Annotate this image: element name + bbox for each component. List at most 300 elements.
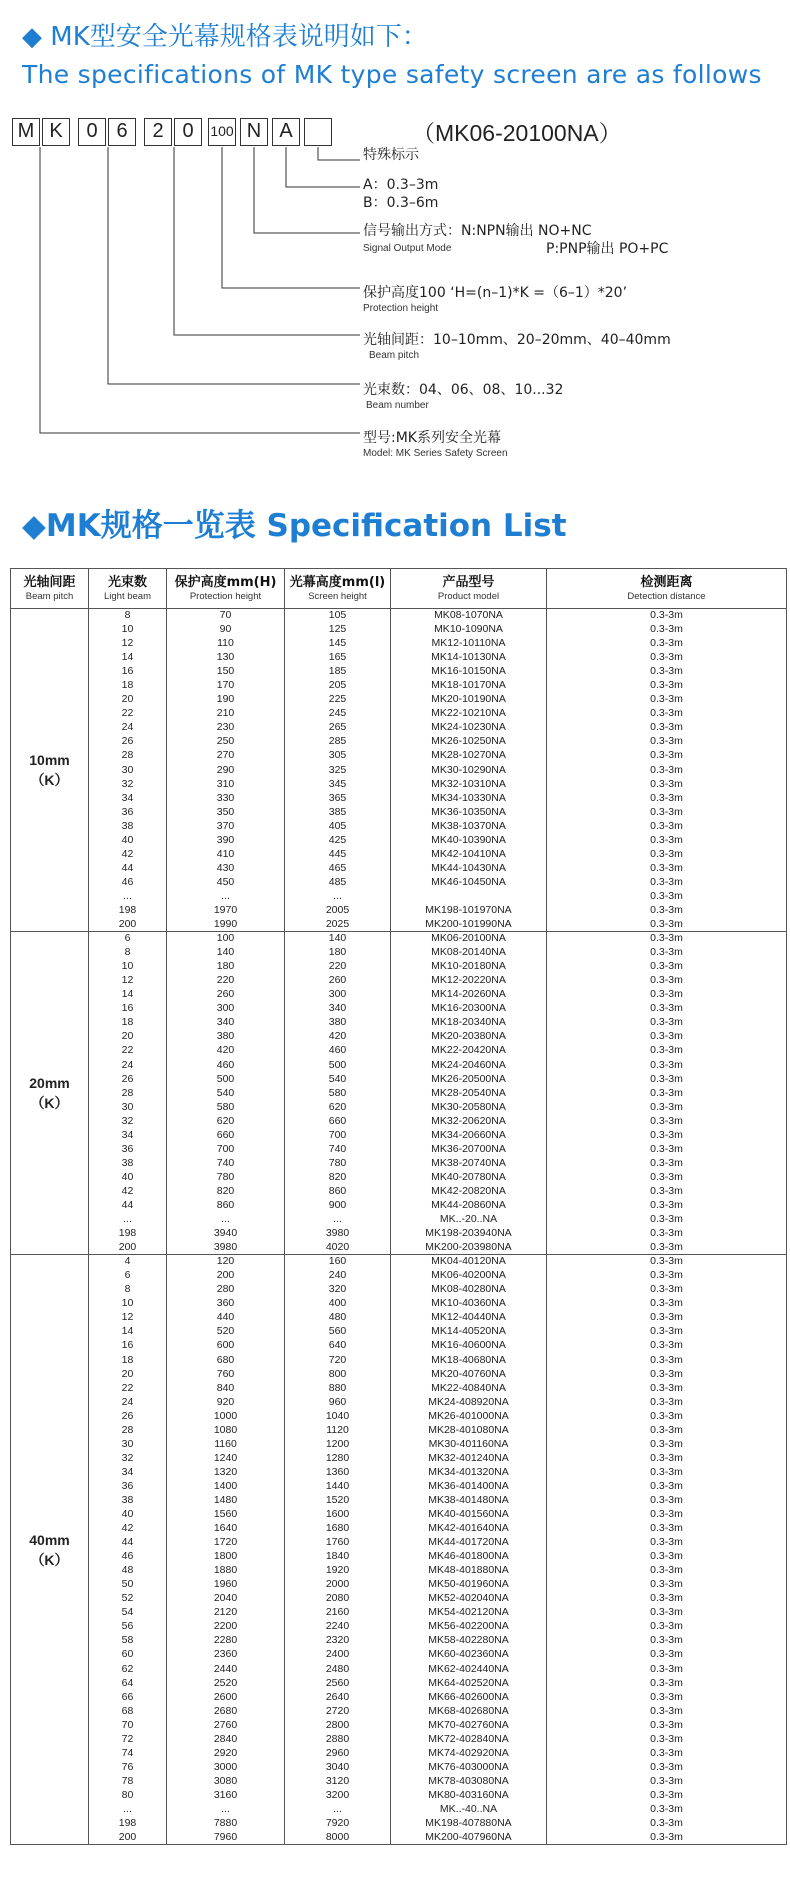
cell-screen: 740: [285, 1142, 391, 1156]
cell-protection: 1720: [167, 1536, 285, 1550]
cell-distance: 0.3-3m: [547, 1648, 787, 1662]
cell-beams: 30: [89, 763, 167, 777]
cell-distance: 0.3-3m: [547, 679, 787, 693]
table-row: [11, 609, 787, 623]
cell-distance: 0.3-3m: [547, 974, 787, 988]
cell-distance: 0.3-3m: [547, 1662, 787, 1676]
cell-distance: 0.3-3m: [547, 735, 787, 749]
table-row: [11, 1451, 787, 1465]
cell-model: MK60-402360NA: [391, 1648, 547, 1662]
code-box-3: 0: [78, 118, 106, 146]
label-output: 信号输出方式：N:NPN输出 NO+NC: [363, 223, 592, 239]
table-row: [11, 1367, 787, 1381]
cell-distance: 0.3-3m: [547, 1367, 787, 1381]
label-height: 保护高度100 ‘H=(n–1)*K =（6–1）*20’: [363, 285, 628, 301]
cell-model: MK42-401640NA: [391, 1522, 547, 1536]
table-row: [11, 1269, 787, 1283]
table-row: [11, 1465, 787, 1479]
cell-distance: 0.3-3m: [547, 1128, 787, 1142]
table-row: [11, 1479, 787, 1493]
cell-model: MK08-1070NA: [391, 609, 547, 623]
cell-model: MK64-402520NA: [391, 1676, 547, 1690]
cell-protection: 120: [167, 1255, 285, 1269]
table-row: [11, 1044, 787, 1058]
cell-beams: 28: [89, 749, 167, 763]
cell-distance: 0.3-3m: [547, 651, 787, 665]
cell-screen: 240: [285, 1269, 391, 1283]
cell-distance: 0.3-3m: [547, 946, 787, 960]
table-row: [11, 875, 787, 889]
cell-protection: 340: [167, 1016, 285, 1030]
cell-distance: 0.3-3m: [547, 1339, 787, 1353]
cell-model: MK36-20700NA: [391, 1142, 547, 1156]
cell-protection: 1320: [167, 1465, 285, 1479]
cell-beams: 20: [89, 1367, 167, 1381]
cell-model: [391, 889, 547, 903]
table-row: [11, 1227, 787, 1241]
cell-model: MK68-402680NA: [391, 1704, 547, 1718]
line-model: [40, 147, 360, 433]
cell-protection: 1240: [167, 1451, 285, 1465]
cell-beams: 30: [89, 1100, 167, 1114]
cell-beams: 42: [89, 1522, 167, 1536]
col-header-distance: 检测距离 Detection distance: [547, 569, 787, 609]
cell-screen: 580: [285, 1086, 391, 1100]
cell-beams: 68: [89, 1704, 167, 1718]
cell-protection: 440: [167, 1311, 285, 1325]
table-row: [11, 1493, 787, 1507]
table-row: [11, 903, 787, 917]
table-row: [11, 735, 787, 749]
cell-model: MK38-401480NA: [391, 1493, 547, 1507]
cell-screen: 485: [285, 875, 391, 889]
cell-beams: 12: [89, 1311, 167, 1325]
table-row: [11, 847, 787, 861]
cell-beams: 50: [89, 1578, 167, 1592]
cell-beams: 52: [89, 1592, 167, 1606]
cell-distance: 0.3-3m: [547, 1227, 787, 1241]
table-row: [11, 819, 787, 833]
cell-screen: 860: [285, 1184, 391, 1198]
cell-screen: 160: [285, 1255, 391, 1269]
cell-model: MK14-20260NA: [391, 988, 547, 1002]
table-row: [11, 623, 787, 637]
table-row: [11, 1395, 787, 1409]
cell-screen: 2960: [285, 1746, 391, 1760]
table-row: [11, 1536, 787, 1550]
table-row: [11, 777, 787, 791]
cell-model: MK46-10450NA: [391, 875, 547, 889]
cell-protection: 280: [167, 1283, 285, 1297]
table-row: [11, 1578, 787, 1592]
cell-screen: 820: [285, 1170, 391, 1184]
group-pitch-cell: [11, 609, 89, 932]
cell-screen: 325: [285, 763, 391, 777]
cell-beams: 60: [89, 1648, 167, 1662]
cell-screen: 1280: [285, 1451, 391, 1465]
cell-beams: 20: [89, 693, 167, 707]
cell-protection: 740: [167, 1156, 285, 1170]
cell-screen: 2160: [285, 1606, 391, 1620]
cell-distance: 0.3-3m: [547, 1381, 787, 1395]
cell-screen: 420: [285, 1030, 391, 1044]
cell-beams: 40: [89, 1508, 167, 1522]
cell-protection: 2920: [167, 1746, 285, 1760]
cell-beams: 12: [89, 974, 167, 988]
cell-protection: 460: [167, 1058, 285, 1072]
cell-screen: ...: [285, 889, 391, 903]
cell-beams: 18: [89, 1353, 167, 1367]
cell-beams: 6: [89, 1269, 167, 1283]
cell-model: MK30-401160NA: [391, 1437, 547, 1451]
label-pitch: 光轴间距：10–10mm、20–20mm、40–40mm: [363, 332, 671, 348]
cell-protection: 1480: [167, 1493, 285, 1507]
code-box-9: A: [272, 118, 300, 146]
cell-beams: 80: [89, 1788, 167, 1802]
cell-distance: 0.3-3m: [547, 1213, 787, 1227]
cell-distance: 0.3-3m: [547, 889, 787, 903]
cell-beams: 34: [89, 1128, 167, 1142]
table-row: [11, 1283, 787, 1297]
cell-beams: 78: [89, 1774, 167, 1788]
table-row: [11, 693, 787, 707]
cell-model: MK26-401000NA: [391, 1409, 547, 1423]
cell-protection: 130: [167, 651, 285, 665]
cell-protection: ...: [167, 889, 285, 903]
label-model-en: Model: MK Series Safety Screen: [363, 448, 508, 459]
cell-screen: 180: [285, 946, 391, 960]
cell-screen: 260: [285, 974, 391, 988]
spec-table: [10, 568, 787, 1845]
table-row: [11, 960, 787, 974]
cell-model: MK42-20820NA: [391, 1184, 547, 1198]
cell-protection: 3160: [167, 1788, 285, 1802]
cell-screen: 2560: [285, 1676, 391, 1690]
cell-beams: 8: [89, 1283, 167, 1297]
cell-distance: 0.3-3m: [547, 875, 787, 889]
label-height-en: Protection height: [363, 303, 439, 314]
cell-screen: 3980: [285, 1227, 391, 1241]
cell-beams: 16: [89, 665, 167, 679]
cell-beams: 46: [89, 875, 167, 889]
cell-protection: 410: [167, 847, 285, 861]
cell-model: MK14-10130NA: [391, 651, 547, 665]
cell-protection: 90: [167, 623, 285, 637]
cell-screen: 1520: [285, 1493, 391, 1507]
cell-screen: 365: [285, 791, 391, 805]
cell-distance: 0.3-3m: [547, 1522, 787, 1536]
group-k: （K）: [30, 1095, 69, 1112]
cell-distance: 0.3-3m: [547, 1423, 787, 1437]
cell-model: MK34-10330NA: [391, 791, 547, 805]
cell-distance: 0.3-3m: [547, 637, 787, 651]
cell-screen: 320: [285, 1283, 391, 1297]
cell-distance: 0.3-3m: [547, 1550, 787, 1564]
table-row: [11, 1760, 787, 1774]
cell-beams: 48: [89, 1564, 167, 1578]
cell-model: MK08-40280NA: [391, 1283, 547, 1297]
table-row: [11, 1620, 787, 1634]
cell-screen: 1840: [285, 1550, 391, 1564]
cell-screen: 1440: [285, 1479, 391, 1493]
cell-protection: 7960: [167, 1831, 285, 1845]
cell-distance: 0.3-3m: [547, 903, 787, 917]
table-row: [11, 1156, 787, 1170]
cell-protection: 230: [167, 721, 285, 735]
table-row: [11, 763, 787, 777]
cell-beams: 38: [89, 1156, 167, 1170]
cell-beams: 198: [89, 903, 167, 917]
cell-beams: 198: [89, 1227, 167, 1241]
cell-screen: 145: [285, 637, 391, 651]
table-row: [11, 1381, 787, 1395]
cell-protection: 260: [167, 988, 285, 1002]
cell-beams: 54: [89, 1606, 167, 1620]
cell-screen: 165: [285, 651, 391, 665]
cell-protection: 920: [167, 1395, 285, 1409]
cell-screen: 2000: [285, 1578, 391, 1592]
cell-protection: 390: [167, 833, 285, 847]
cell-model: MK36-401400NA: [391, 1479, 547, 1493]
cell-protection: 1880: [167, 1564, 285, 1578]
cell-beams: 34: [89, 1465, 167, 1479]
cell-screen: 540: [285, 1072, 391, 1086]
cell-screen: 2720: [285, 1704, 391, 1718]
table-row: [11, 1255, 787, 1269]
cell-screen: 900: [285, 1198, 391, 1212]
cell-protection: 420: [167, 1044, 285, 1058]
cell-model: MK18-20340NA: [391, 1016, 547, 1030]
group-k: （K）: [30, 772, 69, 789]
cell-protection: 600: [167, 1339, 285, 1353]
cell-screen: 620: [285, 1100, 391, 1114]
cell-distance: 0.3-3m: [547, 1451, 787, 1465]
code-box-5: 2: [144, 118, 172, 146]
cell-screen: 2800: [285, 1718, 391, 1732]
cell-model: MK12-20220NA: [391, 974, 547, 988]
cell-screen: 640: [285, 1339, 391, 1353]
cell-screen: 4020: [285, 1241, 391, 1255]
cell-beams: 44: [89, 861, 167, 875]
table-row: [11, 1030, 787, 1044]
cell-beams: 70: [89, 1718, 167, 1732]
cell-beams: 36: [89, 1142, 167, 1156]
table-row: [11, 1774, 787, 1788]
table-row: [11, 861, 787, 875]
cell-distance: 0.3-3m: [547, 1184, 787, 1198]
table-row: [11, 707, 787, 721]
cell-distance: 0.3-3m: [547, 847, 787, 861]
cell-distance: 0.3-3m: [547, 1142, 787, 1156]
cell-model: MK30-20580NA: [391, 1100, 547, 1114]
table-row: [11, 805, 787, 819]
cell-distance: 0.3-3m: [547, 1802, 787, 1816]
cell-protection: 2440: [167, 1662, 285, 1676]
cell-protection: 170: [167, 679, 285, 693]
cell-distance: 0.3-3m: [547, 1536, 787, 1550]
cell-distance: 0.3-3m: [547, 1606, 787, 1620]
cell-screen: 3200: [285, 1788, 391, 1802]
table-row: [11, 1746, 787, 1760]
cell-beams: 58: [89, 1634, 167, 1648]
cell-protection: 350: [167, 805, 285, 819]
col-header-protection: 保护高度mm(H) Protection height: [167, 569, 285, 609]
label-beam: 光束数：04、06、08、10...32: [363, 382, 564, 398]
cell-beams: 22: [89, 1381, 167, 1395]
cell-screen: 245: [285, 707, 391, 721]
cell-screen: 425: [285, 833, 391, 847]
cell-distance: 0.3-3m: [547, 1114, 787, 1128]
cell-beams: 16: [89, 1002, 167, 1016]
cell-beams: 38: [89, 819, 167, 833]
cell-distance: 0.3-3m: [547, 819, 787, 833]
table-row: [11, 1142, 787, 1156]
cell-protection: 2360: [167, 1648, 285, 1662]
cell-distance: 0.3-3m: [547, 1297, 787, 1311]
col-header-model: 产品型号 Product model: [391, 569, 547, 609]
cell-beams: 40: [89, 1170, 167, 1184]
cell-protection: 580: [167, 1100, 285, 1114]
code-box-4: 6: [108, 118, 136, 146]
label-pitch-en: Beam pitch: [369, 350, 420, 361]
cell-distance: 0.3-3m: [547, 1044, 787, 1058]
cell-screen: 385: [285, 805, 391, 819]
cell-distance: 0.3-3m: [547, 1269, 787, 1283]
table-row: [11, 1325, 787, 1339]
cell-protection: 660: [167, 1128, 285, 1142]
cell-distance: 0.3-3m: [547, 1493, 787, 1507]
cell-beams: 28: [89, 1086, 167, 1100]
cell-protection: 370: [167, 819, 285, 833]
cell-model: MK74-402920NA: [391, 1746, 547, 1760]
cell-screen: 225: [285, 693, 391, 707]
table-row: [11, 946, 787, 960]
cell-model: MK28-10270NA: [391, 749, 547, 763]
cell-beams: 8: [89, 609, 167, 623]
cell-screen: 2025: [285, 918, 391, 932]
table-row: [11, 1058, 787, 1072]
cell-distance: 0.3-3m: [547, 1634, 787, 1648]
cell-model: MK26-20500NA: [391, 1072, 547, 1086]
cell-model: MK22-10210NA: [391, 707, 547, 721]
cell-screen: 2005: [285, 903, 391, 917]
table-row: [11, 1522, 787, 1536]
table-row: [11, 1128, 787, 1142]
spec-header-row: [11, 569, 787, 609]
table-row: [11, 665, 787, 679]
cell-beams: 24: [89, 721, 167, 735]
cell-screen: ...: [285, 1213, 391, 1227]
cell-model: MK200-203980NA: [391, 1241, 547, 1255]
cell-model: MK78-403080NA: [391, 1774, 547, 1788]
cell-protection: 1080: [167, 1423, 285, 1437]
label-beam-en: Beam number: [366, 400, 429, 411]
cell-protection: 680: [167, 1353, 285, 1367]
table-row: [11, 721, 787, 735]
label-special: 特殊标示: [363, 147, 419, 163]
cell-screen: 125: [285, 623, 391, 637]
cell-screen: 205: [285, 679, 391, 693]
cell-beams: 26: [89, 1072, 167, 1086]
cell-beams: 24: [89, 1058, 167, 1072]
cell-model: MK32-20620NA: [391, 1114, 547, 1128]
cell-beams: 28: [89, 1423, 167, 1437]
cell-screen: 500: [285, 1058, 391, 1072]
cell-beams: 32: [89, 777, 167, 791]
cell-beams: 32: [89, 1451, 167, 1465]
cell-model: MK16-40600NA: [391, 1339, 547, 1353]
cell-distance: 0.3-3m: [547, 1030, 787, 1044]
cell-protection: 2280: [167, 1634, 285, 1648]
cell-protection: 1560: [167, 1508, 285, 1522]
cell-beams: 22: [89, 707, 167, 721]
table-row: [11, 1592, 787, 1606]
cell-beams: 10: [89, 1297, 167, 1311]
cell-model: MK54-402120NA: [391, 1606, 547, 1620]
cell-distance: 0.3-3m: [547, 1283, 787, 1297]
code-box-7: 100: [208, 118, 236, 146]
cell-protection: 2600: [167, 1690, 285, 1704]
cell-beams: 36: [89, 1479, 167, 1493]
cell-protection: 220: [167, 974, 285, 988]
cell-protection: 150: [167, 665, 285, 679]
table-row: [11, 651, 787, 665]
cell-model: MK12-10110NA: [391, 637, 547, 651]
cell-distance: 0.3-3m: [547, 1704, 787, 1718]
cell-model: MK24-408920NA: [391, 1395, 547, 1409]
cell-beams: 18: [89, 679, 167, 693]
cell-model: MK40-10390NA: [391, 833, 547, 847]
table-row: [11, 1634, 787, 1648]
section1-title-text: MK型安全光幕规格表说明如下：: [50, 22, 428, 52]
cell-model: MK198-203940NA: [391, 1227, 547, 1241]
cell-distance: 0.3-3m: [547, 1395, 787, 1409]
cell-beams: 10: [89, 623, 167, 637]
cell-model: MK200-407960NA: [391, 1831, 547, 1845]
cell-model: MK38-10370NA: [391, 819, 547, 833]
cell-model: MK38-20740NA: [391, 1156, 547, 1170]
code-box-8: N: [240, 118, 268, 146]
cell-protection: 840: [167, 1381, 285, 1395]
cell-model: MK16-10150NA: [391, 665, 547, 679]
cell-model: MK34-401320NA: [391, 1465, 547, 1479]
table-row: [11, 1690, 787, 1704]
label-output-en: Signal Output Mode: [363, 243, 452, 254]
group-k: （K）: [30, 1551, 69, 1568]
table-row: [11, 1213, 787, 1227]
cell-model: MK30-10290NA: [391, 763, 547, 777]
cell-model: MK04-40120NA: [391, 1255, 547, 1269]
cell-distance: 0.3-3m: [547, 1774, 787, 1788]
cell-distance: 0.3-3m: [547, 1508, 787, 1522]
cell-model: MK72-402840NA: [391, 1732, 547, 1746]
cell-model: MK..-20..NA: [391, 1213, 547, 1227]
cell-distance: 0.3-3m: [547, 1817, 787, 1831]
cell-model: MK08-20140NA: [391, 946, 547, 960]
table-row: [11, 1648, 787, 1662]
table-row: [11, 679, 787, 693]
cell-screen: 2320: [285, 1634, 391, 1648]
cell-distance: 0.3-3m: [547, 1002, 787, 1016]
label-distance-a: A：0.3–3m: [363, 177, 439, 193]
col-header-screen: 光幕高度mm(l) Screen height: [285, 569, 391, 609]
cell-beams: 66: [89, 1690, 167, 1704]
cell-beams: 34: [89, 791, 167, 805]
cell-beams: ...: [89, 1213, 167, 1227]
cell-protection: 3940: [167, 1227, 285, 1241]
cell-distance: 0.3-3m: [547, 609, 787, 623]
cell-model: MK76-403000NA: [391, 1760, 547, 1774]
